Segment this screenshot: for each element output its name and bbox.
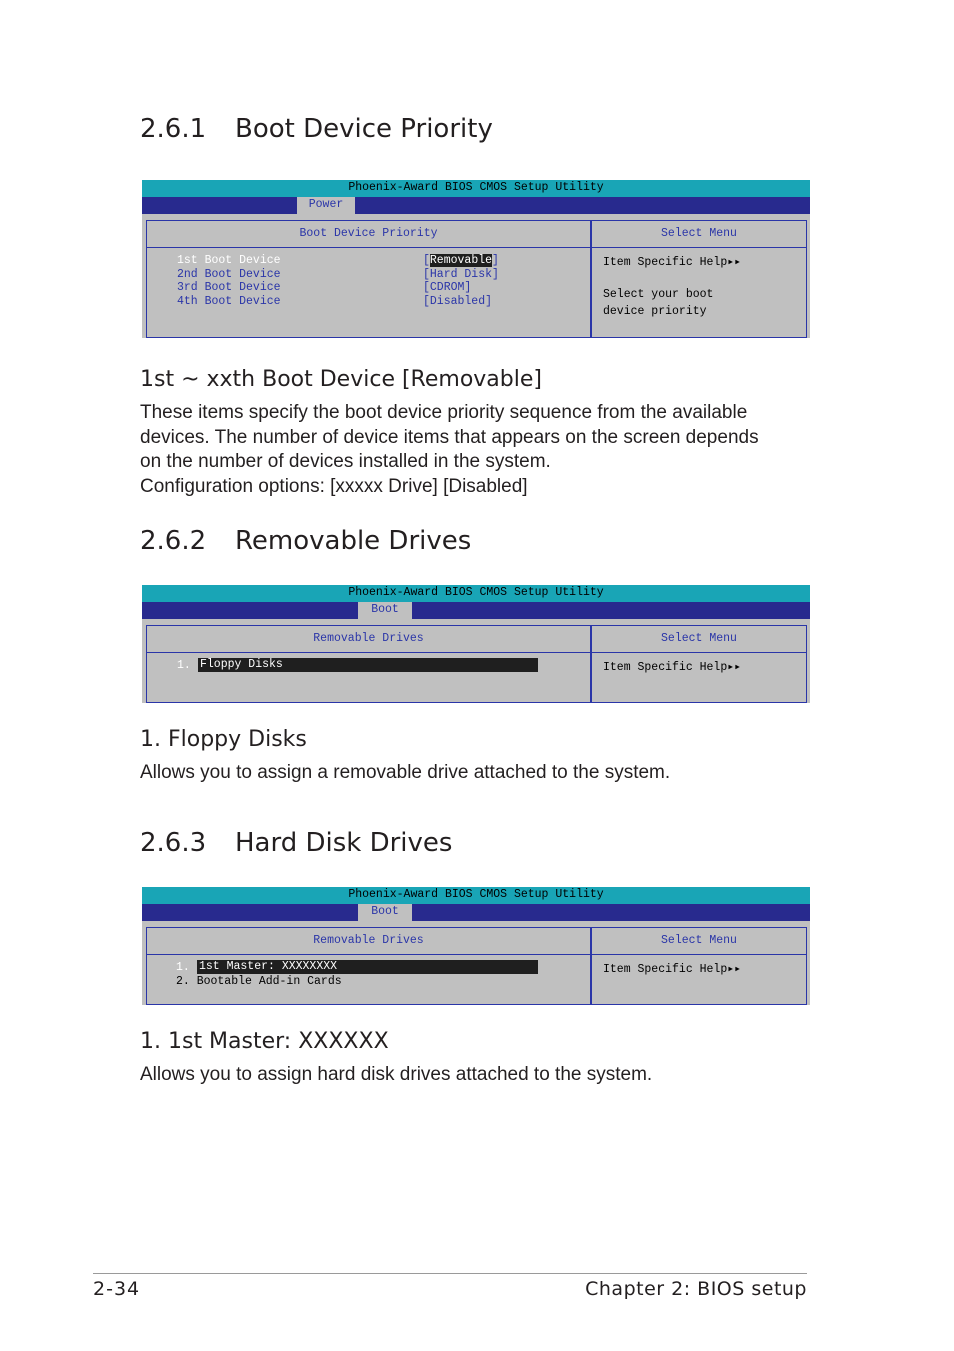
bios-panel-title: Removable Drives bbox=[146, 625, 591, 653]
removable-item-number: 1. bbox=[177, 659, 191, 672]
section-number: 2.6.2 bbox=[140, 526, 207, 556]
bios-help-title: Select Menu bbox=[591, 220, 807, 248]
boot-device-3-label[interactable]: 3rd Boot Device bbox=[177, 281, 281, 294]
boot-device-2-label[interactable]: 2nd Boot Device bbox=[177, 268, 281, 281]
section-title: Removable Drives bbox=[235, 526, 472, 556]
bios-help-title: Select Menu bbox=[591, 625, 807, 653]
bios-menu-bar bbox=[142, 904, 810, 921]
bios-screen-boot-device-priority bbox=[142, 180, 810, 338]
bootable-addin-cards-item[interactable]: 2. Bootable Add-in Cards bbox=[176, 975, 342, 988]
boot-device-1-value[interactable] bbox=[423, 254, 499, 267]
item-description-boot-device bbox=[140, 401, 759, 499]
help-line-1: Item Specific Help▸▸ bbox=[603, 256, 742, 269]
bios-tab-power[interactable]: Power bbox=[297, 197, 355, 214]
item-description-floppy-disks bbox=[140, 761, 670, 786]
section-number: 2.6.3 bbox=[140, 828, 207, 858]
bios-tab-boot[interactable]: Boot bbox=[358, 602, 412, 619]
boot-device-2-value[interactable]: [Hard Disk] bbox=[423, 268, 499, 281]
help-line-1: Item Specific Help▸▸ bbox=[603, 963, 742, 976]
bios-screen-hard-disk-drives bbox=[142, 887, 810, 1005]
bios-title-bar: Phoenix-Award BIOS CMOS Setup Utility bbox=[142, 585, 810, 602]
bios-help-title: Select Menu bbox=[591, 927, 807, 955]
bios-title-bar: Phoenix-Award BIOS CMOS Setup Utility bbox=[142, 887, 810, 904]
help-line-4: device priority bbox=[603, 305, 707, 318]
item-heading-first-master: 1. 1st Master: XXXXXX bbox=[140, 1029, 389, 1054]
chapter-title: Chapter 2: BIOS setup bbox=[585, 1278, 807, 1300]
hdd-item-number: 1. bbox=[176, 961, 190, 974]
floppy-disks-item[interactable]: Floppy Disks bbox=[198, 658, 538, 672]
bios-panel-title: Removable Drives bbox=[146, 927, 591, 955]
section-heading-hard-disk-drives bbox=[140, 828, 452, 858]
bios-title-bar: Phoenix-Award BIOS CMOS Setup Utility bbox=[142, 180, 810, 197]
help-line-1: Item Specific Help▸▸ bbox=[603, 661, 742, 674]
selected-value: Removable bbox=[429, 254, 493, 267]
bracket-close: ] bbox=[492, 254, 499, 267]
section-heading-removable-drives bbox=[140, 526, 471, 556]
item-description-first-master bbox=[140, 1063, 652, 1088]
footer-divider bbox=[93, 1273, 807, 1274]
boot-device-1-label[interactable]: 1st Boot Device bbox=[177, 254, 281, 267]
bios-screen-removable-drives bbox=[142, 585, 810, 703]
boot-device-3-value[interactable]: [CDROM] bbox=[423, 281, 472, 294]
section-title: Hard Disk Drives bbox=[235, 828, 453, 858]
boot-device-4-value[interactable]: [Disabled] bbox=[423, 295, 493, 308]
paragraph-line: on the number of devices installed in the system. bbox=[140, 451, 551, 472]
section-title: Boot Device Priority bbox=[235, 114, 493, 144]
bios-menu-bar bbox=[142, 197, 810, 214]
paragraph-line: Allows you to assign hard disk drives attached to the system. bbox=[140, 1064, 653, 1085]
bios-menu-bar bbox=[142, 602, 810, 619]
paragraph-line: devices. The number of device items that appears on the screen depends bbox=[140, 426, 759, 448]
section-number: 2.6.1 bbox=[140, 114, 207, 144]
item-heading-floppy-disks: 1. Floppy Disks bbox=[140, 727, 307, 752]
paragraph-line: Configuration options: [xxxxx Drive] [Disabled] bbox=[140, 475, 528, 497]
boot-device-4-label[interactable]: 4th Boot Device bbox=[177, 295, 281, 308]
section-heading-boot-device-priority bbox=[140, 114, 493, 144]
bracket-open: [ bbox=[423, 254, 430, 267]
bios-tab-boot[interactable]: Boot bbox=[358, 904, 412, 921]
help-line-3: Select your boot bbox=[603, 288, 714, 301]
item-heading-boot-device: 1st ~ xxth Boot Device [Removable] bbox=[140, 367, 542, 392]
paragraph-line: These items specify the boot device priority sequence from the available bbox=[140, 402, 748, 423]
paragraph-line: Allows you to assign a removable drive attached to the system. bbox=[140, 762, 671, 783]
first-master-item[interactable]: 1st Master: XXXXXXXX bbox=[197, 960, 538, 974]
bios-panel-title: Boot Device Priority bbox=[146, 220, 591, 248]
page-number: 2-34 bbox=[93, 1278, 141, 1300]
